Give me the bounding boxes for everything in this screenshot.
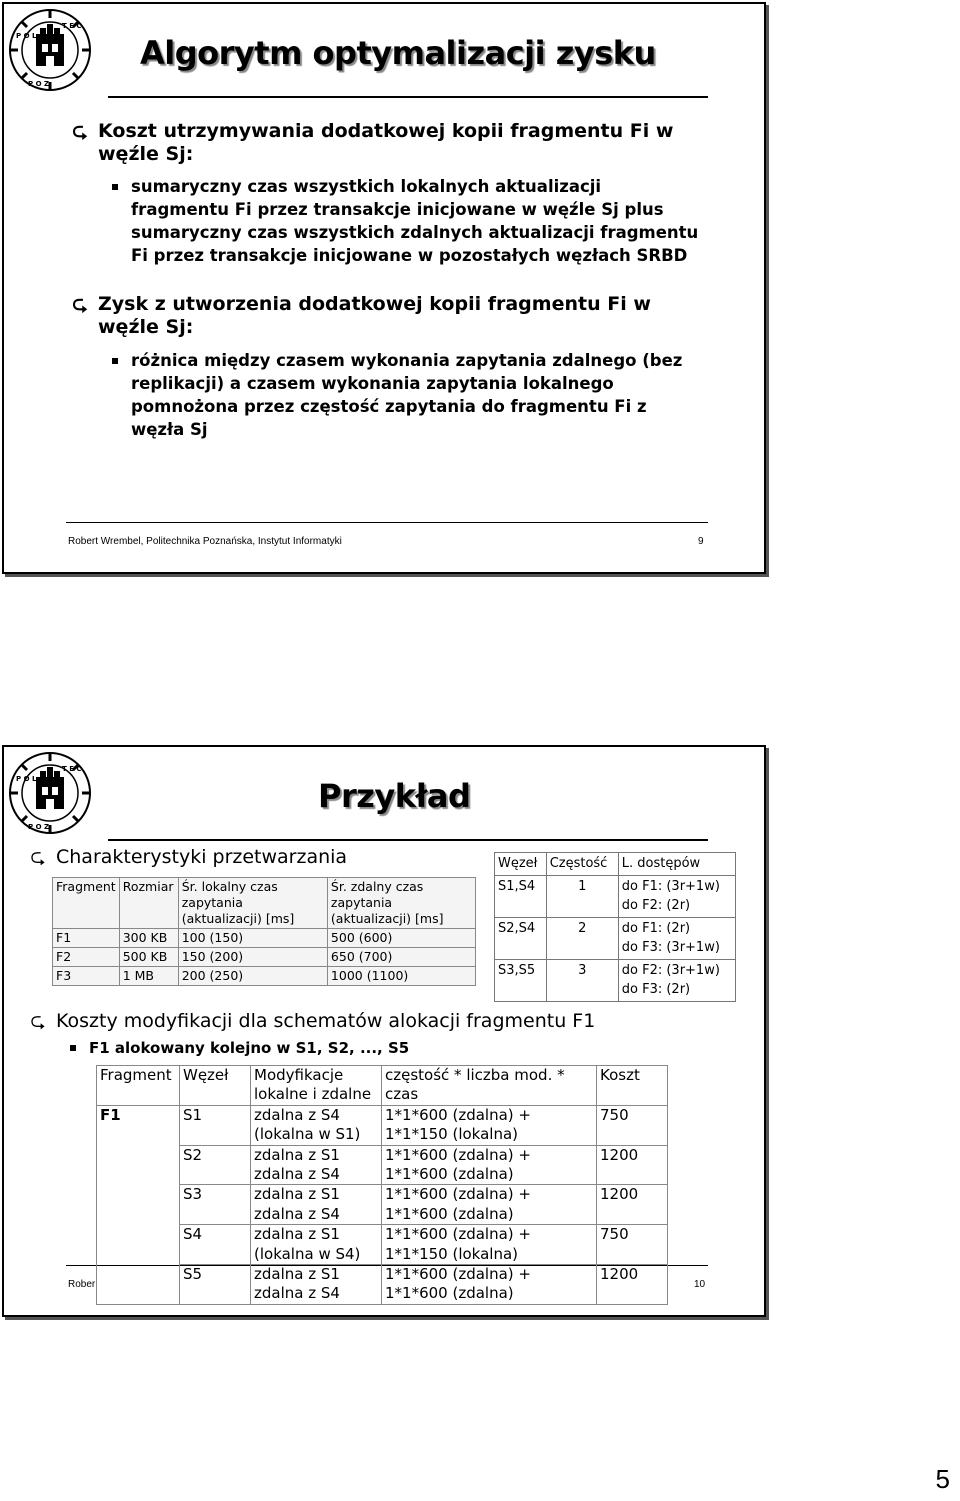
slide-title: Przykład (318, 777, 471, 815)
footer-rule (66, 522, 708, 523)
table-cell (618, 917, 735, 959)
table-row (495, 875, 736, 917)
header-cell: Modyfikacje lokalne i zdalne (251, 1066, 382, 1106)
table-row (97, 1225, 668, 1265)
header-cell: Węzeł (495, 853, 547, 876)
cell-line: zdalna z S4 (254, 1204, 340, 1223)
bullet-zysk (72, 293, 698, 339)
cell-line: zdalna z S1 (254, 1225, 340, 1244)
arrow-bullet-icon: ⮎ (72, 120, 88, 142)
table-cell: 500 KB (119, 948, 178, 967)
square-bullet-icon (112, 184, 118, 190)
modification-cost-table (96, 1065, 668, 1305)
table-cell: 200 (250) (178, 967, 327, 986)
table-row (97, 1185, 668, 1225)
slide-footer: Rober (68, 1279, 96, 1290)
table-cell (382, 1105, 597, 1145)
slide-9 (2, 2, 766, 574)
table-cell: 1 MB (119, 967, 178, 986)
table-cell (251, 1225, 382, 1265)
cell-line: zdalna z S4 (254, 1284, 340, 1303)
table-header-row (495, 853, 736, 876)
access-line: do F1: (3r+1w) (621, 878, 720, 894)
cost-cell: 1200 (597, 1185, 668, 1225)
cell-line: 1*1*600 (zdalna) + (385, 1225, 531, 1244)
square-bullet-icon (70, 1045, 76, 1051)
cell-line: 1*1*600 (zdalna) + (385, 1145, 531, 1164)
sub-bullet-text: F1 alokowany kolejno w S1, S2, ..., S5 (89, 1039, 410, 1057)
slide-10 (2, 745, 766, 1317)
table-header-row (97, 1066, 668, 1106)
sub-bullet-zysk (131, 349, 701, 441)
header-cell: L. dostępów (618, 853, 735, 876)
header-cell: Częstość (546, 853, 618, 876)
sub-bullet-text: sumaryczny czas wszystkich lokalnych aktualizacji fragmentu Fi przez transakcje inicjowane w węźle Sj plus sumaryczny czas wszystkich zdalnych aktualizacji fragmentu Fi przez transakcje inicjowane w pozostałych węzłach SRBD (131, 177, 699, 265)
table-cell: S1 (180, 1105, 251, 1145)
table-cell: S2 (180, 1145, 251, 1185)
bullet-text: Koszty modyfikacji dla schematów alokacji fragmentu F1 (56, 1010, 596, 1032)
table-cell: S4 (180, 1225, 251, 1265)
header-cell: Fragment (97, 1066, 180, 1106)
cell-line: 1*1*150 (lokalna) (385, 1125, 519, 1144)
slide-title: Algorytm optymalizacji zysku (140, 34, 656, 72)
table-cell (251, 1185, 382, 1225)
cell-line: (lokalna w S4) (254, 1244, 361, 1263)
table-row (97, 1265, 668, 1305)
cell-line: (lokalna w S1) (254, 1125, 361, 1144)
sub-bullet-text: różnica między czasem wykonania zapytania zdalnego (bez replikacji) a czasem wykonania zapytania lokalnego pomnożona przez częstość zapytania do fragmentu Fi z węzła Sj (131, 351, 683, 439)
sub-bullet-alokacja (89, 1037, 589, 1060)
bullet-koszt (72, 120, 698, 166)
cell-line: zdalna z S1 (254, 1185, 340, 1204)
header-cell: Koszt (597, 1066, 668, 1106)
slide-number: 9 (698, 536, 704, 547)
cost-cell: 1200 (597, 1265, 668, 1305)
bullet-text: Zysk z utworzenia dodatkowej kopii fragmentu Fi w węźle Sj: (98, 293, 651, 338)
table-cell (382, 1145, 597, 1185)
arrow-bullet-icon: ⮎ (30, 1010, 46, 1032)
table-cell: F1 (53, 929, 120, 948)
cell-line: zdalna z S1 (254, 1265, 340, 1284)
header-cell: Śr. lokalny czas zapytania (aktualizacji) [ms] (178, 878, 327, 929)
table-cell: 1000 (1100) (327, 967, 475, 986)
square-bullet-icon (112, 358, 118, 364)
table-cell (618, 959, 735, 1001)
access-line: do F2: (3r+1w) (621, 962, 720, 978)
cell-line: 1*1*600 (zdalna) + (385, 1265, 531, 1284)
table-cell: 2 (546, 917, 618, 959)
table-cell (251, 1145, 382, 1185)
table-header-row (53, 878, 476, 929)
table-cell: F2 (53, 948, 120, 967)
table-cell: 3 (546, 959, 618, 1001)
table-cell: 650 (700) (327, 948, 475, 967)
cell-line: 1*1*600 (zdalna) + (385, 1185, 531, 1204)
table-row (97, 1105, 668, 1145)
processing-table (52, 877, 476, 986)
table-cell (251, 1265, 382, 1305)
bullet-koszty (30, 1010, 716, 1033)
page-number: 5 (935, 1464, 950, 1494)
cell-line: zdalna z S1 (254, 1145, 340, 1164)
arrow-bullet-icon: ⮎ (72, 293, 88, 315)
table-cell: 100 (150) (178, 929, 327, 948)
title-rule (108, 96, 708, 98)
slide-number: 10 (694, 1279, 706, 1290)
university-logo (8, 8, 92, 92)
bullet-charakterystyki (30, 846, 456, 869)
table-cell: S3,S5 (495, 959, 547, 1001)
header-cell: Fragment (53, 878, 120, 929)
access-line: do F2: (2r) (621, 898, 691, 913)
access-line: do F3: (2r) (621, 982, 691, 997)
table-cell: 500 (600) (327, 929, 475, 948)
table-row (495, 959, 736, 1001)
table-cell: 150 (200) (178, 948, 327, 967)
cell-line: zdalna z S4 (254, 1165, 340, 1184)
cell-line: 1*1*600 (zdalna) (385, 1165, 514, 1184)
slide-footer: Robert Wrembel, Politechnika Poznańska, Instytut Informatyki (68, 536, 342, 547)
arrow-bullet-icon: ⮎ (30, 846, 46, 868)
cost-cell: 1200 (597, 1145, 668, 1185)
fragment-cell: F1 (97, 1105, 180, 1304)
table-row (53, 967, 476, 986)
table-row (495, 917, 736, 959)
access-line: do F3: (3r+1w) (621, 940, 720, 955)
header-cell: Węzeł (180, 1066, 251, 1106)
bullet-text: Charakterystyki przetwarzania (56, 846, 348, 868)
cell-line: 1*1*600 (zdalna) + (385, 1105, 531, 1124)
cost-cell: 750 (597, 1225, 668, 1265)
node-access-table (494, 852, 736, 1002)
table-cell: F3 (53, 967, 120, 986)
cell-line: 1*1*150 (lokalna) (385, 1244, 519, 1263)
table-cell: S5 (180, 1265, 251, 1305)
table-cell (382, 1185, 597, 1225)
table-cell: S2,S4 (495, 917, 547, 959)
table-row (97, 1145, 668, 1185)
header-cell: Rozmiar (119, 878, 178, 929)
table-cell (618, 875, 735, 917)
cell-line: zdalna z S4 (254, 1105, 340, 1124)
cell-line: 1*1*600 (zdalna) (385, 1204, 514, 1223)
sub-bullet-koszt (131, 175, 701, 267)
header-cell: Śr. zdalny czas zapytania (aktualizacji) [ms] (327, 878, 475, 929)
table-cell (251, 1105, 382, 1145)
title-rule (108, 839, 708, 841)
cost-cell: 750 (597, 1105, 668, 1145)
cell-line: 1*1*600 (zdalna) (385, 1284, 514, 1303)
header-cell: częstość * liczba mod. * czas (382, 1066, 597, 1106)
access-line: do F1: (2r) (621, 920, 691, 936)
table-cell (382, 1265, 597, 1305)
table-row (53, 948, 476, 967)
bullet-text: Koszt utrzymywania dodatkowej kopii fragmentu Fi w węźle Sj: (98, 120, 674, 165)
table-cell: 300 KB (119, 929, 178, 948)
table-cell (382, 1225, 597, 1265)
table-cell: S1,S4 (495, 875, 547, 917)
university-logo (8, 751, 92, 835)
table-cell: 1 (546, 875, 618, 917)
table-row (53, 929, 476, 948)
table-cell: S3 (180, 1185, 251, 1225)
